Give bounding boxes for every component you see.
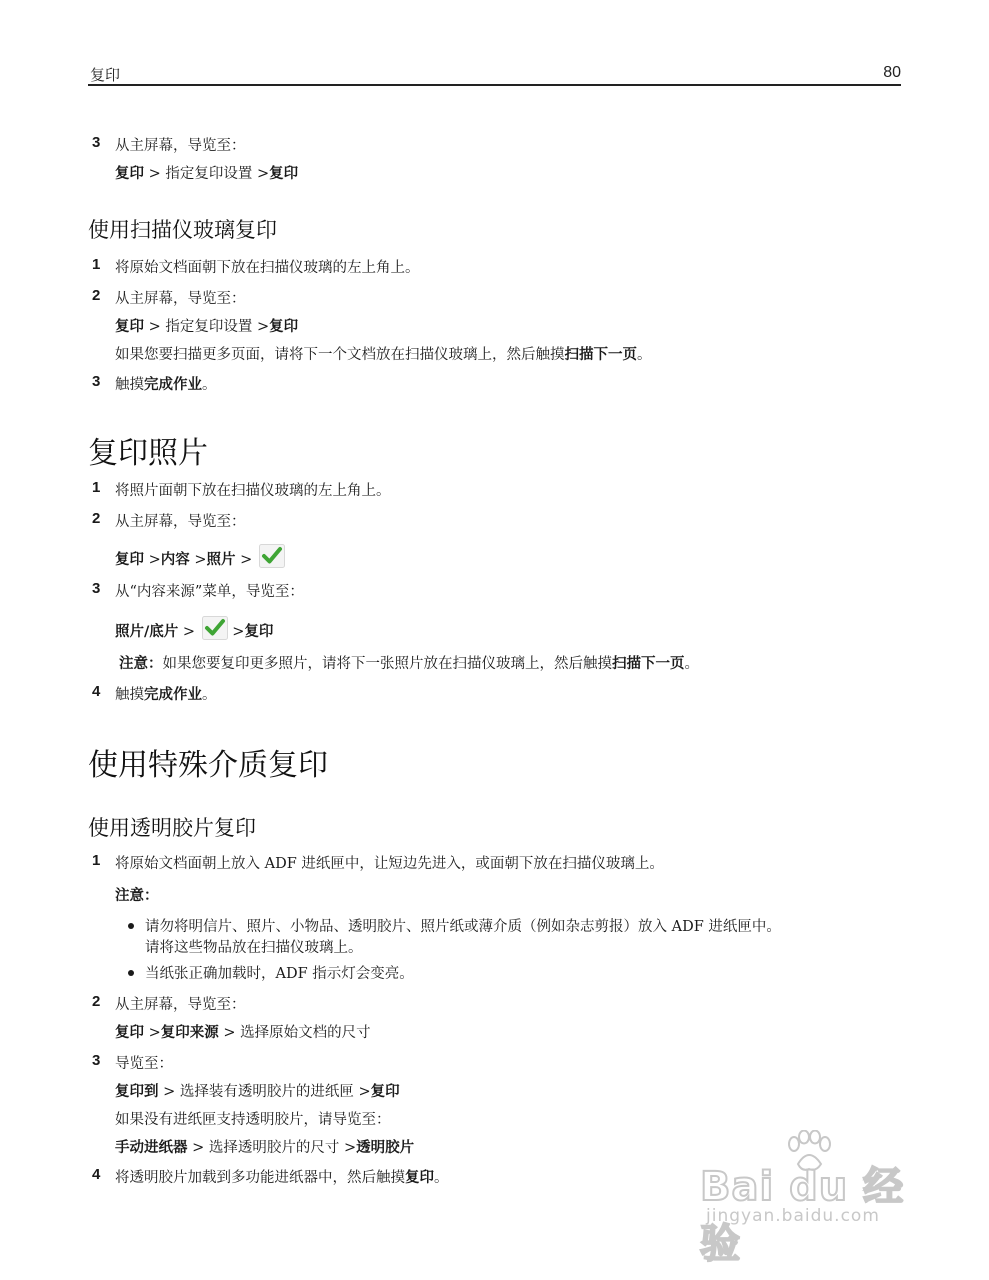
- bullet-text: 当纸张正确加载时，ADF 指示灯会变亮。: [145, 966, 414, 982]
- bullet-text: 请将这些物品放在扫描仪玻璃上。: [145, 940, 363, 956]
- check-icon: [259, 544, 285, 568]
- baidu-watermark: [700, 1130, 930, 1267]
- path-item: 照片/底片: [115, 624, 179, 640]
- path-separator: > 指定复印设置 >: [144, 166, 270, 182]
- section-heading: 复印照片: [88, 436, 208, 471]
- step-number: 1: [92, 479, 101, 496]
- step-number: 3: [92, 580, 101, 597]
- step-number: 1: [92, 256, 101, 273]
- path-item: 复印: [115, 552, 144, 568]
- step-number: 2: [92, 993, 101, 1010]
- text-part: 触摸: [115, 377, 144, 393]
- step-number: 1: [92, 852, 101, 869]
- check-icon: [202, 616, 228, 640]
- note-part: 如果您要复印更多照片，请将下一张照片放在扫描仪玻璃上，然后触摸: [162, 656, 612, 672]
- path-item: 复印到: [115, 1084, 159, 1100]
- note-label: 注意：: [119, 656, 163, 672]
- bullet-text: 请勿将明信片、照片、小物品、透明胶片、照片纸或薄介质（例如杂志剪报）放入 ADF 进纸匣中。: [145, 919, 781, 935]
- step-text: 从主屏幕，导览至：: [115, 138, 246, 154]
- step-number: 4: [92, 1166, 101, 1183]
- watermark-url: jingyan.baidu.com: [706, 1206, 880, 1226]
- path-item: 照片: [206, 552, 236, 568]
- path-separator: >: [235, 552, 253, 568]
- path-item: 透明胶片: [356, 1140, 415, 1156]
- path-item: 复印: [269, 319, 299, 335]
- alt-text: 如果没有进纸匣支持透明胶片，请导览至：: [115, 1112, 391, 1128]
- note-part: 。: [684, 656, 699, 672]
- path-separator: >: [144, 552, 161, 568]
- step-number: 2: [92, 510, 101, 527]
- menu-path: [115, 616, 273, 641]
- watermark-brand: Bai du 经验: [700, 1164, 905, 1267]
- step-text: [115, 1166, 449, 1187]
- text-part: 。: [434, 1170, 449, 1186]
- path-item: 复印: [370, 1084, 400, 1100]
- ui-label: 完成作业: [144, 687, 202, 703]
- step-text: [115, 373, 217, 394]
- step-number: 4: [92, 683, 101, 700]
- path-item: 复印来源: [160, 1025, 219, 1041]
- menu-path: [115, 315, 298, 336]
- step-text: 从主屏幕，导览至：: [115, 291, 246, 307]
- ui-label: 扫描下一页: [564, 347, 637, 363]
- step-text: [115, 683, 217, 704]
- bullet-dot: [128, 923, 134, 929]
- step-number: 3: [92, 373, 101, 390]
- note-part: 如果您要扫描更多页面，请将下一个文档放在扫描仪玻璃上，然后触摸: [115, 347, 565, 363]
- text-part: 将透明胶片加载到多功能进纸器中，然后触摸: [115, 1170, 405, 1186]
- path-separator: > 选择原始文档的尺寸: [218, 1025, 371, 1041]
- path-item: 复印: [115, 1025, 144, 1041]
- path-separator: > 选择装有透明胶片的进纸匣 >: [158, 1084, 371, 1100]
- path-separator: >: [178, 624, 196, 640]
- path-separator: > 选择透明胶片的尺寸 >: [187, 1140, 357, 1156]
- path-item: 手动进纸器: [115, 1140, 188, 1156]
- page-number: 80: [883, 64, 901, 81]
- section-heading: 使用扫描仪玻璃复印: [88, 218, 277, 242]
- ui-label: 扫描下一页: [612, 656, 685, 672]
- menu-path: [115, 1136, 414, 1157]
- text-part: 。: [202, 377, 217, 393]
- step-text: 从主屏幕，导览至：: [115, 997, 246, 1013]
- note-text: [115, 343, 652, 364]
- step-text: 从“内容来源”菜单，导览至：: [115, 584, 304, 600]
- path-item: 复印: [244, 624, 274, 640]
- path-separator: >: [227, 624, 245, 640]
- path-item: 复印: [269, 166, 299, 182]
- step-number: 2: [92, 287, 101, 304]
- step-text: 将原始文档面朝上放入 ADF 进纸匣中，让短边先进入，或面朝下放在扫描仪玻璃上。: [115, 856, 664, 872]
- menu-path: [115, 1080, 400, 1101]
- ui-label: 复印: [405, 1170, 434, 1186]
- ui-label: 完成作业: [144, 377, 202, 393]
- path-item: 内容: [160, 552, 190, 568]
- bullet-dot: [128, 970, 134, 976]
- header-title: 复印: [90, 66, 121, 84]
- note-label: 注意：: [115, 888, 159, 904]
- path-item: 复印: [115, 166, 144, 182]
- path-separator: >: [189, 552, 207, 568]
- step-number: 3: [92, 134, 101, 151]
- step-text: 导览至：: [115, 1056, 173, 1072]
- section-heading: 使用特殊介质复印: [88, 748, 328, 783]
- step-text: 将原始文档面朝下放在扫描仪玻璃的左上角上。: [115, 260, 420, 276]
- step-text: 从主屏幕，导览至：: [115, 514, 246, 530]
- path-separator: >: [144, 1025, 161, 1041]
- menu-path: [115, 544, 285, 569]
- menu-path: [115, 1021, 371, 1042]
- text-part: 。: [202, 687, 217, 703]
- header-divider: [88, 84, 901, 86]
- step-number: 3: [92, 1052, 101, 1069]
- step-text: 将照片面朝下放在扫描仪玻璃的左上角上。: [115, 483, 391, 499]
- note-text: [119, 652, 699, 673]
- section-heading: 使用透明胶片复印: [88, 816, 256, 840]
- path-item: 复印: [115, 319, 144, 335]
- note-part: 。: [637, 347, 652, 363]
- menu-path: [115, 162, 298, 183]
- path-separator: > 指定复印设置 >: [144, 319, 270, 335]
- text-part: 触摸: [115, 687, 144, 703]
